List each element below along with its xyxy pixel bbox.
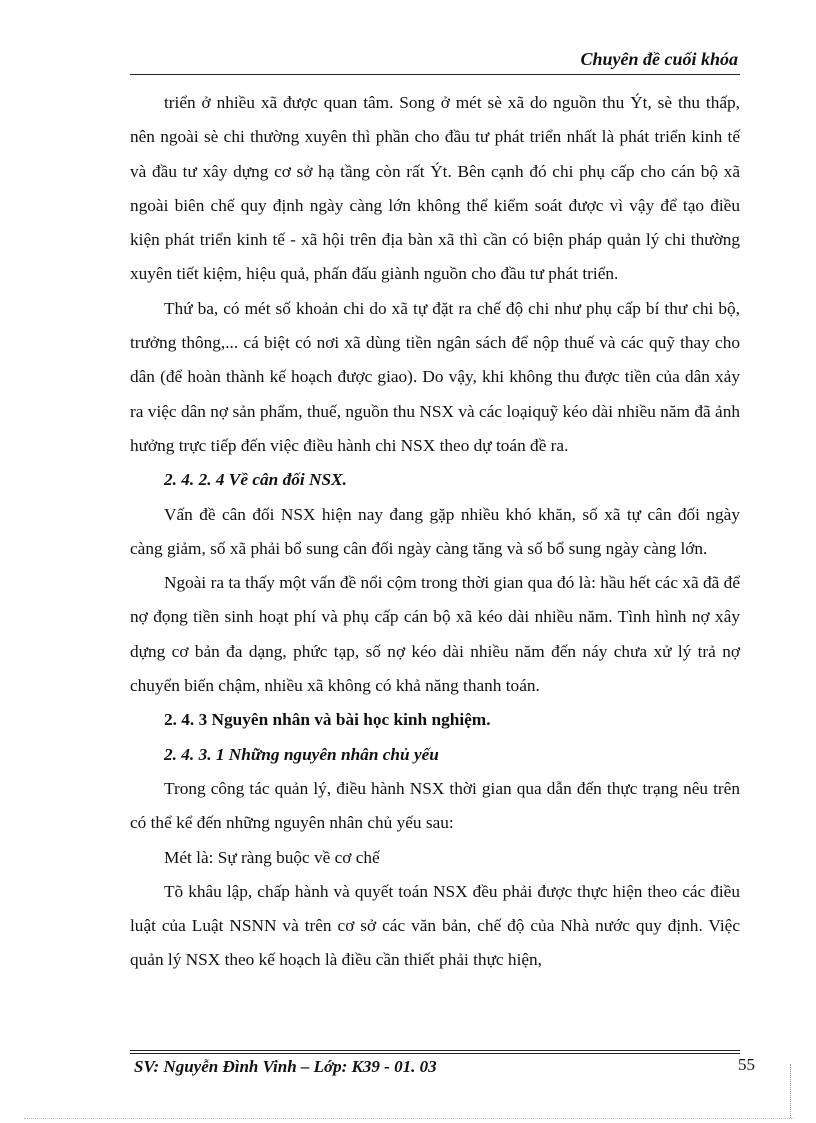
section-heading-2-4-3: 2. 4. 3 Nguyên nhân và bài học kinh nghiệm. — [164, 710, 491, 730]
page-number: 55 — [738, 1055, 755, 1074]
page-border-bottom — [24, 1118, 794, 1120]
paragraph-3: Vấn đề cân đối NSX hiện nay đang gặp nhiều khó khăn, số xã tự cân đối ngày càng giảm, số xã phải bổ sung cân đối ngày càng tăng và số bổ sung ngày càng lớn. — [130, 504, 740, 558]
footer-rule-bottom — [130, 1053, 740, 1054]
page-border-right — [790, 1064, 792, 1118]
paragraph-7: Tõ khâu lập, chấp hành và quyết toán NSX đều phải được thực hiện theo các điều luật của Luật NSNN và trên cơ sở các văn bản, chế độ của Nhà nước quy định. Việc quản lý NSX theo kế hoạch là điều cần thiết phải thực hiện, — [130, 881, 740, 970]
paragraph-1: triển ở nhiều xã được quan tâm. Song ở mét sè xã do nguồn thu Ýt, sè thu thấp, nên ngoài sè chi thường xuyên thì phần cho đầu tư phát triển nhất là phát triển kinh tế và đầu tư xây dựng cơ sở hạ tầng còn rất Ýt. Bên cạnh đó chi phụ cấp cho cán bộ xã ngoài biên chế quy định ngày càng lớn không thể kiểm soát được vì vậy để tạo điều kiện phát triển kinh tế - xã hội trên địa bàn xã thì cần có biện pháp quản lý chi thường xuyên tiết kiệm, hiệu quả, phấn đấu giành nguồn cho đầu tư phát triển. — [130, 93, 740, 284]
paragraph-4: Ngoài ra ta thấy một vấn đề nổi cộm trong thời gian qua đó là: hầu hết các xã đã để nợ đọng tiền sinh hoạt phí và phụ cấp cán bộ xã kéo dài nhiều năm. Tình hình nợ xây dựng cơ bản đa dạng, phức tạp, số nợ kéo dài nhiều năm đến náy chưa xử lý trả nợ chuyển biến chậm, nhiều xã không có khả năng thanh toán. — [130, 573, 740, 696]
document-body — [130, 86, 740, 978]
header-title: Chuyên đề cuối khóa — [580, 49, 738, 69]
section-heading-2-4-2-4: 2. 4. 2. 4 Về cân đối NSX. — [164, 470, 347, 490]
paragraph-6: Mét là: Sự ràng buộc về cơ chế — [164, 847, 380, 867]
section-heading-2-4-3-1: 2. 4. 3. 1 Những nguyên nhân chủ yếu — [164, 744, 439, 764]
paragraph-5: Trong công tác quản lý, điều hành NSX thời gian qua dẫn đến thực trạng nêu trên có thể kể đến những nguyên nhân chủ yếu sau: — [130, 778, 740, 833]
page-header — [130, 48, 740, 75]
footer-author: SV: Nguyễn Đình Vinh – Lớp: K39 - 01. 03 — [134, 1057, 437, 1076]
footer-rule-top — [130, 1050, 740, 1051]
paragraph-2: Thứ ba, có mét số khoản chi do xã tự đặt ra chế độ chi như phụ cấp bí thư chi bộ, trưởng thông,... cá biệt có nơi xã dùng tiền ngân sách để nộp thuế và các quỹ thay cho dân (để hoàn thành kế hoạch được giao). Do vậy, khi không thu được tiền của dân xảy ra việc dân nợ sản phẩm, thuế, nguồn thu NSX và các loạiquỹ kéo dài nhiều năm đã ảnh hưởng trực tiếp đến việc điều hành chi NSX theo dự toán đề ra. — [130, 298, 740, 455]
